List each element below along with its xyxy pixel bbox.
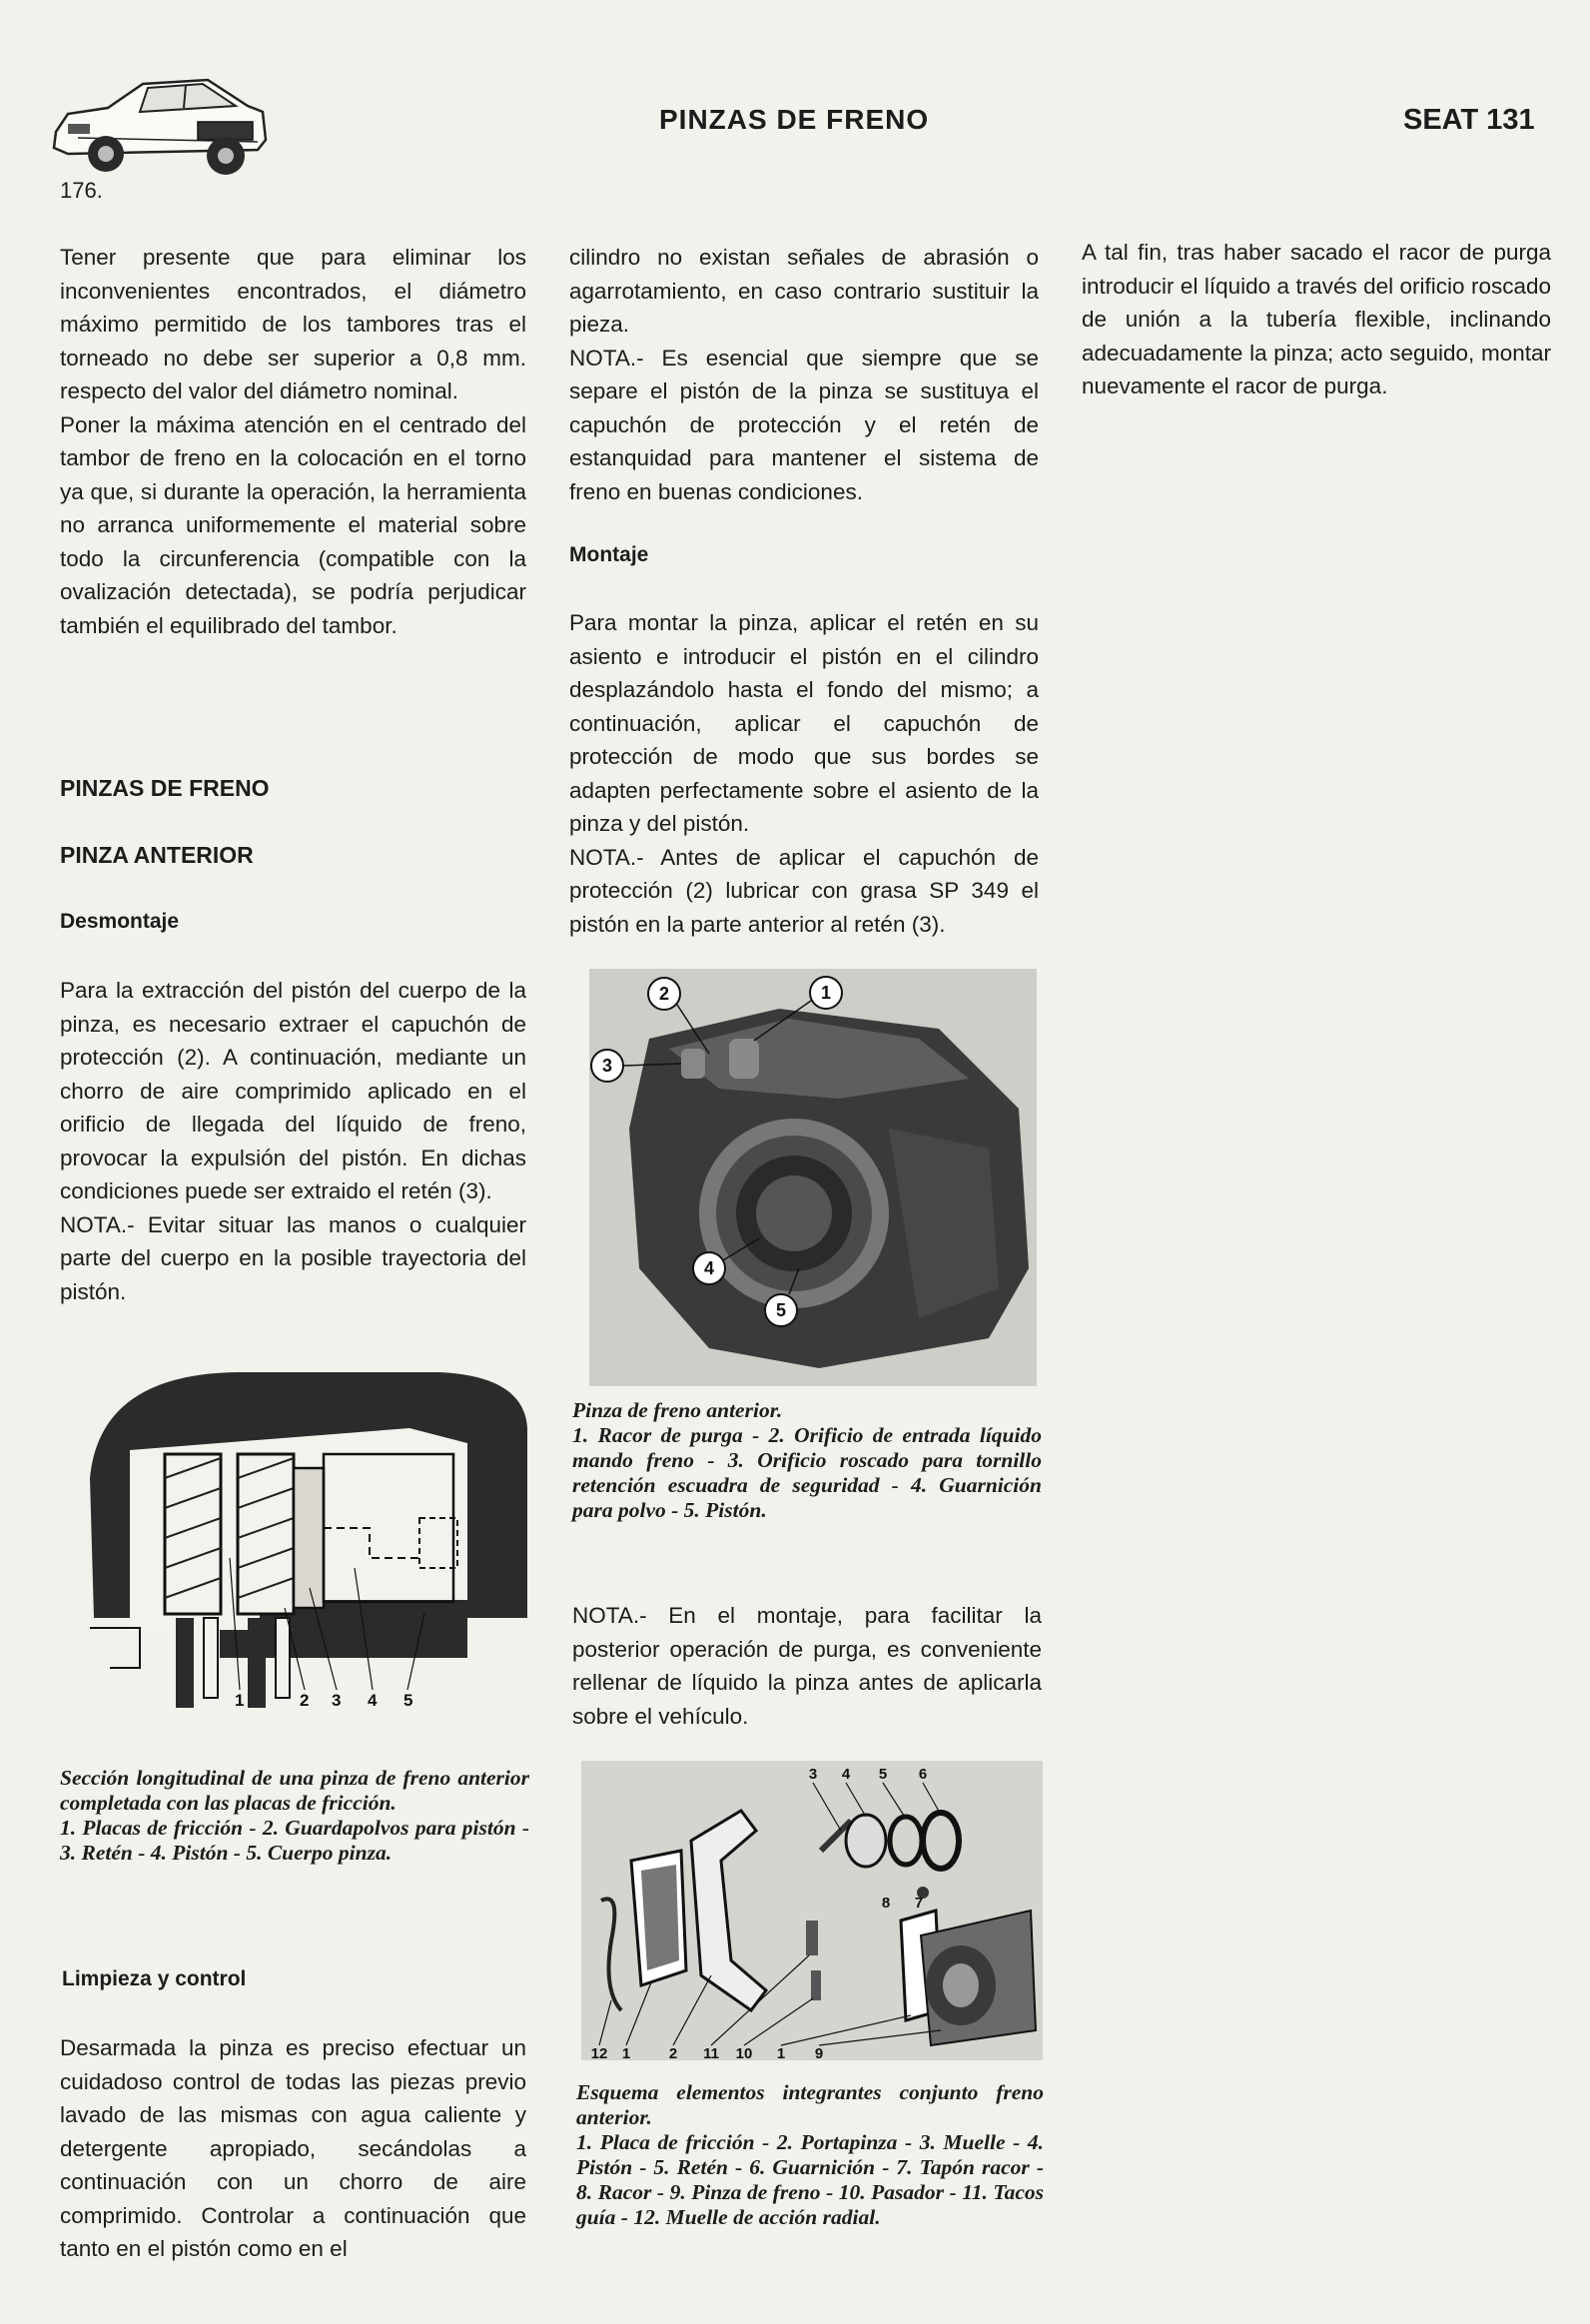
page-title: PINZAS DE FRENO [659, 104, 930, 135]
car-logo [48, 62, 270, 182]
photo2-label-12: 12 [590, 2045, 608, 2060]
note3-section [572, 1599, 1042, 1733]
caliper-caption [572, 1398, 1042, 1523]
paragraph-assembly: Para montar la pinza, aplicar el retén en su asiento e introducir el pistón en el cilindro desplazándolo hasta el fondo del mismo; a continuación, aplicar el capuchón de protección de modo que sus bordes se adapten perfectamente sobre el asiento de la pinza y del pistón. [569, 610, 1039, 836]
section-heading: PINZAS DE FRENO [60, 775, 270, 801]
assembly-heading: Montaje [569, 543, 649, 566]
photo2-label-11: 11 [703, 2045, 719, 2060]
section-diagram [80, 1368, 539, 1743]
photo1-label-4: 4 [703, 1258, 715, 1278]
removal-heading: Desmontaje [60, 910, 180, 933]
exploded-caption-title: Esquema elementos integrantes conjunto freno anterior. [576, 2080, 1044, 2129]
photo2-label-8: 8 [881, 1895, 891, 1912]
photo2-label-2: 2 [668, 2045, 678, 2060]
photo2-label-9: 9 [814, 2045, 824, 2060]
caliper-caption-title: Pinza de freno anterior. [572, 1398, 783, 1422]
photo2-label-7: 7 [914, 1895, 924, 1912]
paragraph-attention: Poner la máxima atención en el centrado del tambor de freno en la colocación en el torno ya que, si durante la operación, la herramienta no arranca uniformemente el material sobre todo la circunferencia (compatible con la ovalización detectada), se podría perjudicar también el equilibrado del tambor. [60, 411, 526, 638]
cleaning-section [60, 2031, 526, 2266]
section-label-3: 3 [332, 1691, 342, 1710]
section-label-1: 1 [235, 1691, 245, 1710]
paragraph-cleaning: Desarmada la pinza es preciso efectuar un cuidadoso control de todas las piezas previo lavado de las mismas con agua caliente y detergente apropiado, secándolas a continuación con un chorro de aire comprimido. Controlar a continuación que tanto en el pistón como en el [60, 2035, 526, 2261]
photo2-label-10: 10 [735, 2045, 753, 2060]
photo2-label-3: 3 [808, 1766, 818, 1783]
section-caption [60, 1766, 529, 1866]
section-caption-items: 1. Placas de fricción - 2. Guardapolvos para pistón - 3. Retén - 4. Pistón - 5. Cuerpo pinza. [60, 1816, 529, 1865]
column-2 [569, 241, 1039, 508]
column-1 [60, 241, 526, 642]
section-label-5: 5 [403, 1691, 413, 1710]
exploded-photo [581, 1761, 1043, 2060]
column-3 [1082, 236, 1551, 403]
photo1-label-5: 5 [775, 1300, 787, 1320]
paragraph-removal: Para la extracción del pistón del cuerpo de la pinza, es necesario extraer el capuchón de protección (2). A continuación, mediante un chorro de aire comprimido aplicado en el orificio de llegada del líquido de freno, provocar la expulsión del pistón. En dichas condiciones puede ser extraido el retén (3). [60, 978, 526, 1203]
photo2-label-6: 6 [918, 1766, 928, 1783]
assembly-section [569, 606, 1039, 941]
exploded-caption-items: 1. Placa de fricción - 2. Portapinza - 3. Muelle - 4. Pistón - 5. Retén - 6. Guarnición - 7. Tapón racor - 8. Racor - 9. Pinza de freno - 10. Pasador - 11. Tacos guía - 12. Muelle de acción radial. [576, 2130, 1044, 2229]
paragraph-col3: A tal fin, tras haber sacado el racor de purga introducir el líquido a través del orificio roscado de unión a la tubería flexible, inclinando adecuadamente la pinza; acto seguido, montar nuevamente el racor de purga. [1082, 240, 1551, 398]
caliper-photo [589, 969, 1037, 1386]
photo2-label-1b: 1 [776, 2045, 786, 2060]
page-brand: SEAT 131 [1403, 104, 1535, 136]
photo2-label-5: 5 [878, 1766, 888, 1783]
photo1-label-1: 1 [820, 983, 832, 1003]
paragraph-note1: NOTA.- Es esencial que siempre que se separe el pistón de la pinza se sustituya el capuchón de protección y el retén de estanquidad para mantener el sistema de freno en buenas condiciones. [569, 345, 1039, 504]
section-label-2: 2 [300, 1691, 310, 1710]
photo1-label-2: 2 [658, 984, 670, 1004]
paragraph-note2: NOTA.- Antes de aplicar el capuchón de protección (2) lubricar con grasa SP 349 el pistón en la parte anterior al retén (3). [569, 844, 1039, 937]
paragraph-intro: Tener presente que para eliminar los inconvenientes encontrados, el diámetro máximo permitido de los tambores tras el torneado no debe ser superior a 0,8 mm. respecto del valor del diámetro nominal. [60, 245, 526, 403]
photo1-label-3: 3 [601, 1056, 613, 1076]
removal-section [60, 974, 526, 1308]
photo2-label-1a: 1 [621, 2045, 631, 2060]
paragraph-cont: cilindro no existan señales de abrasión o agarrotamiento, en caso contrario sustituir la pieza. [569, 245, 1039, 337]
caliper-caption-items: 1. Racor de purga - 2. Orificio de entrada líquido mando freno - 3. Orificio roscado para tornillo retención escuadra de seguridad - 4. Guarnición para polvo - 5. Pistón. [572, 1423, 1042, 1522]
photo2-label-4: 4 [841, 1766, 851, 1783]
section-label-4: 4 [368, 1691, 378, 1710]
page-number: 176. [60, 178, 103, 203]
exploded-caption [576, 2080, 1044, 2230]
subsection-heading: PINZA ANTERIOR [60, 842, 254, 868]
section-caption-title: Sección longitudinal de una pinza de freno anterior completada con las placas de fricción. [60, 1766, 529, 1815]
paragraph-removal-note: NOTA.- Evitar situar las manos o cualquier parte del cuerpo en la posible trayectoria del pistón. [60, 1211, 526, 1304]
cleaning-heading: Limpieza y control [62, 1967, 247, 1990]
paragraph-note3: NOTA.- En el montaje, para facilitar la posterior operación de purga, es conveniente rellenar de líquido la pinza antes de aplicarla sobre el vehículo. [572, 1603, 1042, 1729]
